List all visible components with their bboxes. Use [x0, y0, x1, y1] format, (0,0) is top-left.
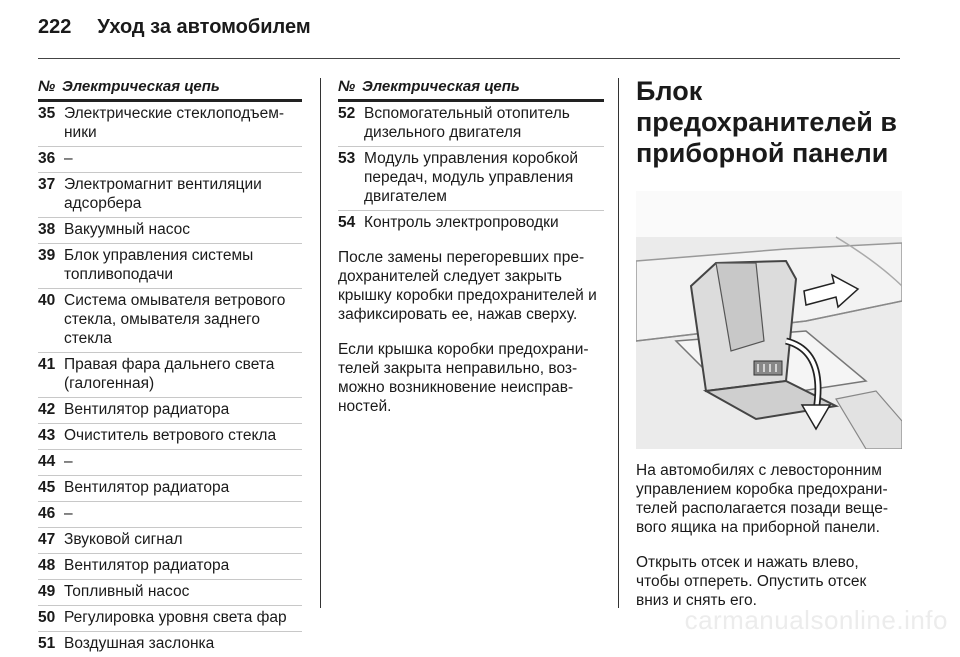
- header-rule: [38, 58, 900, 59]
- table-row: [38, 476, 302, 502]
- circuit-name: –: [64, 453, 73, 470]
- table-row: [38, 289, 302, 353]
- table-row: [38, 450, 302, 476]
- table-row: [38, 632, 302, 657]
- circuit-name: Регулировка уровня света фар: [64, 609, 287, 626]
- table-row: [38, 173, 302, 218]
- col-number-header: №: [338, 78, 356, 95]
- col-circuit-header: Электрическая цепь: [62, 78, 220, 95]
- column-divider: [618, 78, 619, 608]
- fuse-number: 41: [38, 356, 56, 373]
- table-row: [38, 502, 302, 528]
- column-1: [38, 78, 302, 657]
- fuse-number: 51: [38, 635, 56, 652]
- paragraph: После замены перегоревших предохранителей следует закрыть крышку коробки предохранителей и зафиксировать ее, нажав сверху.: [338, 249, 597, 323]
- circuit-name: Очиститель ветрового стекла: [64, 427, 277, 444]
- column-2: [338, 78, 604, 431]
- circuit-name: Правая фара дальнего света (галогенная): [64, 356, 275, 392]
- table-row: [338, 147, 604, 211]
- circuit-name: Вентилятор радиатора: [64, 557, 230, 574]
- table-header: [338, 78, 604, 102]
- circuit-name: Электрические стеклоподъемники: [64, 105, 285, 141]
- fuse-table-2: [338, 102, 604, 236]
- col-number-header: №: [38, 78, 56, 95]
- fuse-number: 45: [38, 479, 56, 496]
- fuse-number: 54: [338, 214, 356, 231]
- circuit-name: Вспомогательный отопитель дизельного двигателя: [364, 105, 570, 141]
- table-row: [38, 147, 302, 173]
- table-row: [38, 102, 302, 147]
- circuit-name: Топливный насос: [64, 583, 190, 600]
- fuse-number: 40: [38, 292, 56, 309]
- page-title: Уход за автомобилем: [97, 16, 311, 38]
- circuit-name: Модуль управления коробкой передач, модуль управления двигателем: [364, 150, 579, 205]
- watermark: carmanualsonline.info: [684, 605, 948, 635]
- page-number: 222: [38, 16, 72, 38]
- table-row: [38, 424, 302, 450]
- fuse-number: 47: [38, 531, 56, 548]
- paragraph: На автомобилях с левосторонним управлением коробка предохранителей располагается позади вещевого ящика на приборной панели.: [636, 462, 889, 536]
- table-row: [38, 580, 302, 606]
- fuse-number: 53: [338, 150, 356, 167]
- page-header: [38, 16, 311, 39]
- section-heading: Блок предохранителей в приборной панели: [636, 76, 897, 168]
- fuse-number: 42: [38, 401, 56, 418]
- fuse-number: 36: [38, 150, 56, 167]
- fuse-table-1: [38, 102, 302, 657]
- column-3: [636, 78, 902, 625]
- circuit-name: Вентилятор радиатора: [64, 401, 230, 418]
- col-circuit-header: Электрическая цепь: [362, 78, 520, 95]
- fusebox-illustration: [636, 191, 902, 449]
- circuit-name: Электромагнит вентиляции адсорбера: [64, 176, 262, 212]
- table-row: [38, 398, 302, 424]
- table-row: [338, 102, 604, 147]
- fuse-number: 48: [38, 557, 56, 574]
- table-header: [38, 78, 302, 102]
- circuit-name: Система омывателя ветрового стекла, омывателя заднего стекла: [64, 292, 286, 347]
- fuse-number: 39: [38, 247, 56, 264]
- fuse-number: 49: [38, 583, 56, 600]
- circuit-name: –: [64, 150, 73, 167]
- table-row: [38, 353, 302, 398]
- table-row: [38, 606, 302, 632]
- circuit-name: Вакуумный насос: [64, 221, 191, 238]
- circuit-name: Контроль электропроводки: [364, 214, 559, 231]
- table-row: [338, 211, 604, 236]
- fuse-number: 50: [38, 609, 56, 626]
- circuit-name: Воздушная заслонка: [64, 635, 215, 652]
- fuse-number: 37: [38, 176, 56, 193]
- table-row: [38, 554, 302, 580]
- fuse-number: 38: [38, 221, 56, 238]
- paragraph: Если крышка коробки предохранителей закрыта неправильно, возможно возникновение неисправностей.: [338, 340, 589, 415]
- circuit-name: –: [64, 505, 73, 522]
- fuse-number: 43: [38, 427, 56, 444]
- fusebox-drawing: [636, 191, 902, 449]
- circuit-name: Блок управления системы топливоподачи: [64, 247, 254, 283]
- fuse-number: 44: [38, 453, 56, 470]
- column-divider: [320, 78, 321, 608]
- table-row: [38, 218, 302, 244]
- circuit-name: Звуковой сигнал: [64, 531, 183, 548]
- table-row: [38, 244, 302, 289]
- fuse-number: 52: [338, 105, 356, 122]
- circuit-name: Вентилятор радиатора: [64, 479, 230, 496]
- paragraph: Открыть отсек и нажать влево, чтобы отпереть. Опустить отсек вниз и снять его.: [636, 553, 867, 609]
- table-row: [38, 528, 302, 554]
- fuse-number: 46: [38, 505, 56, 522]
- fuse-number: 35: [38, 105, 56, 122]
